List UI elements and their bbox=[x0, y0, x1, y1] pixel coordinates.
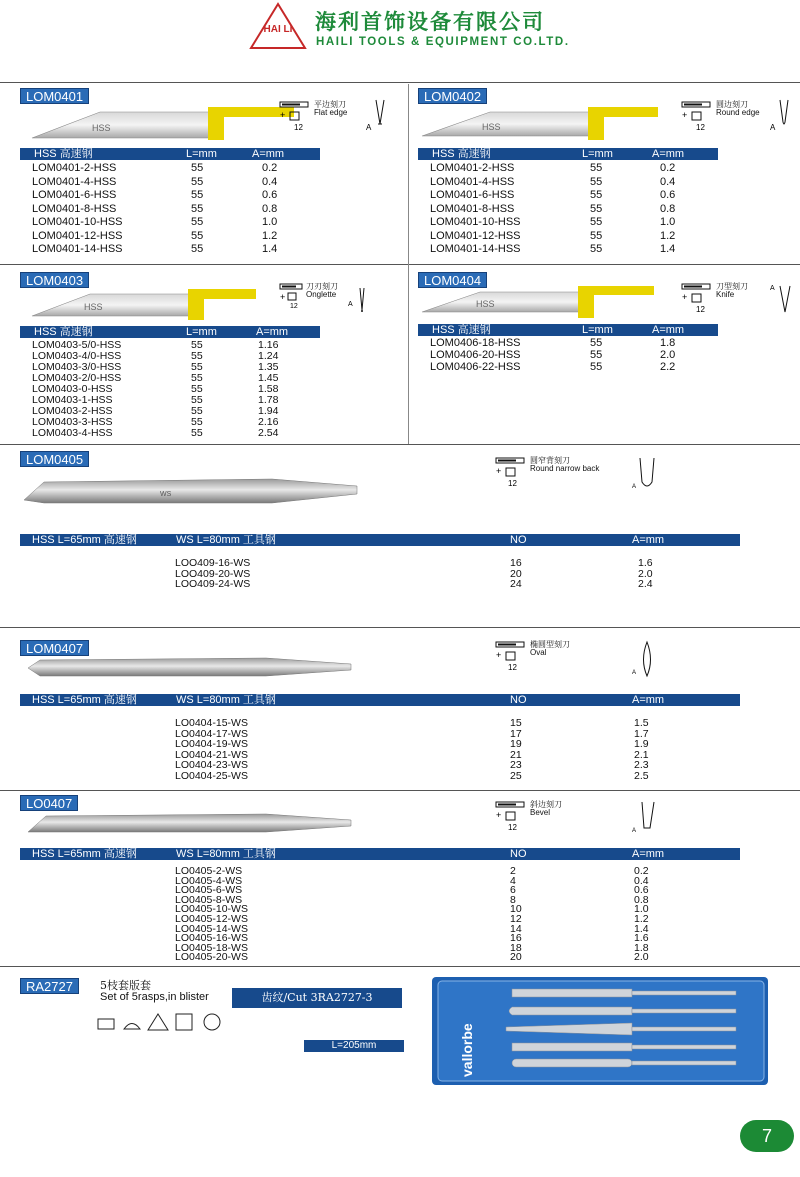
part-number: LOM0403-3-HSS bbox=[32, 416, 113, 428]
size-no-value: 14 bbox=[510, 922, 522, 935]
size-a-value: 1.4 bbox=[634, 922, 649, 935]
product-code-lom0404: LOM0404 bbox=[418, 272, 487, 288]
size-a-value: 2.3 bbox=[634, 759, 649, 771]
svg-text:A: A bbox=[348, 301, 353, 308]
tool-type-cn: 刀刃刻刀 bbox=[306, 282, 338, 291]
size-a-value: 0.2 bbox=[262, 162, 278, 174]
size-a-value: 1.16 bbox=[258, 339, 279, 351]
length-value: 55 bbox=[590, 229, 603, 242]
cutting-angle-symbol bbox=[278, 100, 358, 140]
part-number: LOM0401-10-HSS bbox=[430, 216, 521, 228]
company-name-cn: 海利首饰设备有限公司 bbox=[315, 9, 545, 34]
size-a-value: 1.2 bbox=[262, 229, 278, 242]
company-logo bbox=[248, 2, 308, 50]
svg-text:HSS: HSS bbox=[92, 123, 111, 133]
product-code-lom0401: LOM0401 bbox=[20, 88, 89, 104]
length-value: 55 bbox=[590, 337, 603, 349]
size-no-value: 23 bbox=[510, 759, 522, 771]
part-number: LO0405-18-WS bbox=[175, 941, 248, 954]
bevel-profile-icon bbox=[630, 800, 664, 836]
size-a-value: 0.2 bbox=[634, 865, 649, 877]
rasp-cross-sections bbox=[96, 1012, 226, 1036]
part-number: LOO409-24-WS bbox=[175, 578, 251, 590]
size-a-value: 1.4 bbox=[262, 243, 278, 255]
size-no-value: 8 bbox=[510, 893, 516, 906]
size-no-value: 10 bbox=[510, 903, 522, 916]
table-header: HSS L=65mm 高速钢 WS L=80mm 工具钢 NO A=mm bbox=[20, 534, 740, 546]
svg-text:HSS: HSS bbox=[476, 299, 495, 309]
size-no-value: 12 bbox=[510, 913, 522, 925]
cut-spec: 齿纹/Cut 3RA2727-3 bbox=[232, 988, 402, 1008]
round-narrow-back-profile-icon bbox=[630, 456, 664, 492]
length-value: 55 bbox=[191, 350, 203, 362]
svg-text:+: + bbox=[682, 110, 688, 120]
divider bbox=[0, 264, 800, 265]
size-a-value: 2.2 bbox=[660, 361, 676, 373]
cutting-angle-symbol bbox=[494, 456, 600, 496]
svg-text:+: + bbox=[496, 466, 502, 476]
part-number: LO0404-25-WS bbox=[175, 769, 248, 782]
part-number: LO0405-16-WS bbox=[175, 932, 248, 945]
product-code-ra2727: RA2727 bbox=[20, 978, 79, 994]
size-a-value: 1.0 bbox=[634, 903, 649, 916]
onglette-profile-icon bbox=[346, 286, 376, 318]
tool-type-en: Oval bbox=[530, 648, 547, 657]
part-number: LO0405-8-WS bbox=[175, 893, 243, 906]
blade-image-lom0401 bbox=[30, 104, 300, 142]
size-a-value: 2.0 bbox=[660, 349, 676, 361]
tool-type-en: Flat edge bbox=[314, 108, 348, 117]
table-header: HSS 高速钢 L=mm A=mm bbox=[20, 148, 320, 160]
flat-edge-profile-icon bbox=[364, 98, 394, 134]
tool-type-cn: 圆窄背刻刀 bbox=[530, 456, 570, 465]
rasp-set-title-cn: 5枝套版套 bbox=[100, 979, 151, 992]
part-number: LOM0403-2-HSS bbox=[32, 405, 113, 417]
svg-text:A: A bbox=[632, 670, 637, 676]
part-number: LOM0401-10-HSS bbox=[32, 216, 123, 228]
size-a-value: 1.7 bbox=[634, 727, 649, 740]
svg-text:A: A bbox=[366, 123, 372, 132]
size-a-value: 1.6 bbox=[634, 932, 649, 945]
part-number: LOM0403-3/0-HSS bbox=[32, 361, 122, 373]
tool-type-en: Round narrow back bbox=[530, 464, 600, 473]
size-no-value: 18 bbox=[510, 941, 522, 954]
product-code-lom0405: LOM0405 bbox=[20, 451, 89, 467]
rasp-set-title-en: Set of 5rasps,in blister bbox=[100, 991, 209, 1003]
part-number: LOM0401-2-HSS bbox=[32, 162, 117, 174]
size-a-value: 1.6 bbox=[638, 557, 653, 569]
tool-type-cn: 平边刻刀 bbox=[314, 100, 346, 109]
round-edge-profile-icon bbox=[768, 98, 798, 134]
cutting-angle-symbol bbox=[680, 282, 760, 322]
length-value: 55 bbox=[590, 189, 603, 201]
tool-type-cn: 椭圆型刻刀 bbox=[530, 640, 570, 649]
size-no-value: 25 bbox=[510, 769, 522, 782]
product-code-lom0407: LOM0407 bbox=[20, 640, 89, 656]
size-a-value: 1.45 bbox=[258, 372, 279, 384]
tool-type-cn: 刀型刻刀 bbox=[716, 282, 748, 291]
size-a-value: 1.8 bbox=[660, 337, 676, 349]
size-a-value: 1.78 bbox=[258, 394, 279, 406]
tool-type-en: Bevel bbox=[530, 808, 551, 817]
size-a-value: 0.8 bbox=[262, 202, 278, 215]
cutting-angle-symbol bbox=[494, 640, 574, 680]
svg-text:HSS: HSS bbox=[84, 302, 103, 312]
part-number: LOM0406-22-HSS bbox=[430, 361, 521, 373]
size-a-value: 0.4 bbox=[262, 175, 278, 188]
part-number: LO0404-17-WS bbox=[175, 727, 248, 740]
size-no-value: 24 bbox=[510, 578, 522, 590]
size-a-value: 1.0 bbox=[660, 216, 676, 228]
part-number: LO0404-21-WS bbox=[175, 748, 248, 761]
oval-profile-icon bbox=[630, 640, 664, 680]
tool-type-en: Knife bbox=[716, 290, 735, 299]
part-number: LOM0403-2/0-HSS bbox=[32, 372, 122, 384]
svg-text:12: 12 bbox=[508, 663, 517, 672]
part-number: LO0405-6-WS bbox=[175, 884, 243, 897]
blade-image-lom0402 bbox=[420, 104, 670, 142]
part-number: LOM0403-1-HSS bbox=[32, 394, 113, 406]
divider bbox=[0, 966, 800, 967]
rasp-set-blister-image bbox=[432, 977, 768, 1085]
round-section-icon bbox=[204, 1014, 220, 1030]
length-value: 55 bbox=[191, 243, 204, 255]
svg-text:A: A bbox=[632, 484, 637, 490]
svg-text:WS: WS bbox=[160, 491, 172, 498]
tool-type-cn: 斜边刻刀 bbox=[530, 800, 562, 809]
part-number: LOM0401-6-HSS bbox=[430, 189, 515, 201]
part-number: LOO409-20-WS bbox=[175, 567, 251, 580]
size-no-value: 15 bbox=[510, 717, 522, 729]
part-number: LO0405-4-WS bbox=[175, 874, 243, 887]
part-number: LOM0401-4-HSS bbox=[32, 175, 117, 188]
column-divider bbox=[408, 84, 409, 444]
triangle-section-icon bbox=[148, 1014, 168, 1030]
part-number: LO0404-23-WS bbox=[175, 759, 248, 771]
size-a-value: 1.0 bbox=[262, 216, 278, 228]
svg-text:12: 12 bbox=[508, 479, 517, 488]
logo-text: HAI LI bbox=[263, 24, 293, 35]
tool-type-en: Round edge bbox=[716, 108, 760, 117]
size-a-value: 0.4 bbox=[634, 874, 649, 887]
part-number: LO0405-10-WS bbox=[175, 903, 248, 916]
table-header: HSS 高速钢 L=mm A=mm bbox=[418, 324, 718, 336]
length-value: 55 bbox=[191, 175, 204, 188]
part-number: LO0404-19-WS bbox=[175, 738, 248, 750]
length-value: 55 bbox=[191, 405, 203, 417]
length-value: 55 bbox=[191, 229, 204, 242]
part-number: LOM0401-6-HSS bbox=[32, 189, 117, 201]
divider bbox=[0, 444, 800, 445]
length-value: 55 bbox=[191, 189, 204, 201]
svg-text:+: + bbox=[280, 110, 286, 120]
svg-text:HSS: HSS bbox=[482, 122, 501, 132]
length-value: 55 bbox=[590, 202, 603, 215]
size-a-value: 1.24 bbox=[258, 350, 279, 362]
length-value: 55 bbox=[191, 383, 203, 395]
table-header: HSS L=65mm 高速钢 WS L=80mm 工具钢 NO A=mm bbox=[20, 694, 740, 706]
blade-image-lom0405 bbox=[22, 476, 362, 508]
part-number: LOM0401-14-HSS bbox=[32, 243, 123, 255]
blade-image-lo0407 bbox=[26, 812, 356, 836]
part-number: LOM0403-4/0-HSS bbox=[32, 350, 122, 362]
size-a-value: 2.0 bbox=[638, 567, 653, 580]
svg-text:12: 12 bbox=[290, 303, 298, 310]
product-code-lo0407: LO0407 bbox=[20, 795, 78, 811]
size-a-value: 1.8 bbox=[634, 941, 649, 954]
part-number: LOM0401-8-HSS bbox=[430, 202, 515, 215]
brand-label: vallorbe bbox=[459, 1023, 475, 1077]
size-no-value: 4 bbox=[510, 874, 516, 887]
size-a-value: 2.16 bbox=[258, 416, 279, 428]
length-value: 55 bbox=[590, 175, 603, 188]
tool-type-cn: 圆边刻刀 bbox=[716, 100, 748, 109]
part-number: LOM0403-4-HSS bbox=[32, 427, 113, 439]
part-number: LOM0401-12-HSS bbox=[32, 229, 123, 242]
size-no-value: 2 bbox=[510, 865, 516, 877]
size-a-value: 0.6 bbox=[262, 189, 278, 201]
product-code-lom0403: LOM0403 bbox=[20, 272, 89, 288]
size-a-value: 1.35 bbox=[258, 361, 279, 373]
size-a-value: 0.2 bbox=[660, 162, 676, 174]
size-a-value: 0.6 bbox=[660, 189, 676, 201]
length-value: 55 bbox=[590, 162, 603, 174]
cutting-angle-symbol bbox=[494, 800, 574, 840]
size-no-value: 20 bbox=[510, 567, 522, 580]
size-no-value: 16 bbox=[510, 557, 522, 569]
part-number: LO0405-12-WS bbox=[175, 913, 248, 925]
size-no-value: 16 bbox=[510, 932, 522, 945]
length-value: 55 bbox=[590, 216, 603, 228]
part-number: LOM0406-20-HSS bbox=[430, 349, 521, 361]
svg-text:A: A bbox=[770, 285, 775, 292]
part-number: LO0405-14-WS bbox=[175, 922, 248, 935]
half-round-section-icon bbox=[124, 1024, 140, 1030]
length-value: 55 bbox=[590, 361, 603, 373]
size-a-value: 2.5 bbox=[634, 769, 649, 782]
size-a-value: 2.0 bbox=[634, 951, 649, 964]
svg-text:A: A bbox=[632, 828, 637, 834]
product-code-lom0402: LOM0402 bbox=[418, 88, 487, 104]
size-no-value: 21 bbox=[510, 748, 522, 761]
blade-image-lom0407 bbox=[26, 656, 356, 678]
svg-text:12: 12 bbox=[696, 123, 705, 132]
page-number-badge: 7 bbox=[740, 1120, 794, 1152]
part-number: LOM0401-8-HSS bbox=[32, 202, 117, 215]
divider bbox=[0, 790, 800, 791]
part-number: LOM0403-0-HSS bbox=[32, 383, 113, 395]
size-a-value: 0.6 bbox=[634, 884, 649, 897]
part-number: LOM0401-14-HSS bbox=[430, 243, 521, 255]
knife-profile-icon bbox=[768, 282, 798, 316]
svg-text:12: 12 bbox=[508, 823, 517, 832]
company-name-en: HAILI TOOLS & EQUIPMENT CO.LTD. bbox=[316, 36, 570, 48]
size-a-value: 1.2 bbox=[634, 913, 649, 925]
length-value: 55 bbox=[590, 243, 603, 255]
length-value: 55 bbox=[191, 416, 203, 428]
size-no-value: 20 bbox=[510, 951, 522, 964]
size-a-value: 1.4 bbox=[660, 243, 676, 255]
table-header: HSS 高速钢 L=mm A=mm bbox=[418, 148, 718, 160]
square-section-icon bbox=[176, 1014, 192, 1030]
length-spec: L=205mm bbox=[304, 1040, 404, 1052]
length-value: 55 bbox=[191, 394, 203, 406]
size-no-value: 17 bbox=[510, 727, 522, 740]
size-a-value: 0.4 bbox=[660, 175, 676, 188]
size-a-value: 1.94 bbox=[258, 405, 279, 417]
size-no-value: 19 bbox=[510, 738, 522, 750]
size-a-value: 0.8 bbox=[634, 893, 649, 906]
length-value: 55 bbox=[191, 162, 204, 174]
size-a-value: 1.2 bbox=[660, 229, 676, 242]
part-number: LO0405-20-WS bbox=[175, 951, 248, 964]
size-a-value: 1.58 bbox=[258, 383, 279, 395]
length-value: 55 bbox=[191, 361, 203, 373]
length-value: 55 bbox=[590, 349, 603, 361]
svg-text:12: 12 bbox=[696, 305, 705, 314]
svg-text:+: + bbox=[496, 650, 502, 660]
length-value: 55 bbox=[191, 339, 203, 351]
part-number: LOM0403-5/0-HSS bbox=[32, 339, 122, 351]
size-a-value: 1.5 bbox=[634, 717, 649, 729]
length-value: 55 bbox=[191, 202, 204, 215]
length-value: 55 bbox=[191, 427, 203, 439]
size-a-value: 2.54 bbox=[258, 427, 279, 439]
cutting-angle-symbol bbox=[680, 100, 760, 140]
divider bbox=[0, 82, 800, 83]
table-header: HSS L=65mm 高速钢 WS L=80mm 工具钢 NO A=mm bbox=[20, 848, 740, 860]
svg-text:A: A bbox=[770, 123, 776, 132]
svg-text:+: + bbox=[280, 292, 286, 302]
svg-text:12: 12 bbox=[294, 123, 303, 132]
blade-image-lom0404 bbox=[420, 284, 660, 320]
part-number: LOO409-16-WS bbox=[175, 557, 251, 569]
svg-text:+: + bbox=[496, 810, 502, 820]
tool-type-en: Onglette bbox=[306, 290, 337, 299]
blade-image-lom0403 bbox=[30, 286, 260, 322]
part-number: LO0404-15-WS bbox=[175, 717, 248, 729]
flat-section-icon bbox=[98, 1019, 114, 1029]
table-header: HSS 高速钢 L=mm A=mm bbox=[20, 326, 320, 338]
part-number: LO0405-2-WS bbox=[175, 865, 243, 877]
size-a-value: 2.4 bbox=[638, 578, 653, 590]
svg-text:+: + bbox=[682, 292, 688, 302]
size-a-value: 0.8 bbox=[660, 202, 676, 215]
part-number: LOM0401-12-HSS bbox=[430, 229, 521, 242]
length-value: 55 bbox=[191, 372, 203, 384]
length-value: 55 bbox=[191, 216, 204, 228]
size-a-value: 2.1 bbox=[634, 748, 649, 761]
part-number: LOM0401-4-HSS bbox=[430, 175, 515, 188]
part-number: LOM0406-18-HSS bbox=[430, 337, 521, 349]
size-a-value: 1.9 bbox=[634, 738, 649, 750]
size-no-value: 6 bbox=[510, 884, 516, 897]
part-number: LOM0401-2-HSS bbox=[430, 162, 515, 174]
divider bbox=[0, 627, 800, 628]
